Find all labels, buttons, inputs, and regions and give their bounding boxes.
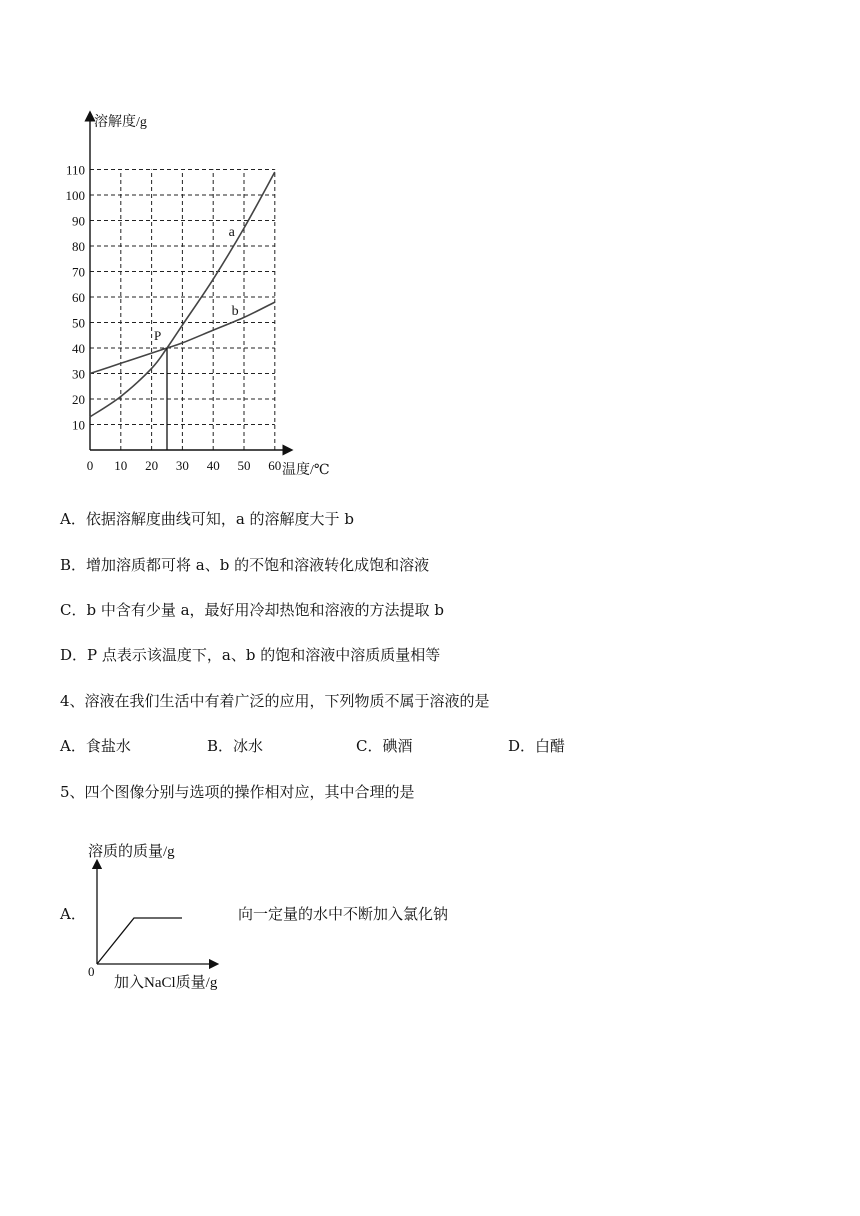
chart-grid bbox=[90, 170, 275, 451]
y-tick-label: 70 bbox=[72, 264, 85, 280]
q4-stem: 4、溶液在我们生活中有着广泛的应用，下列物质不属于溶液的是 bbox=[60, 692, 490, 710]
y-tick-label: 10 bbox=[72, 417, 85, 433]
q3-option-a: A．依据溶解度曲线可知，a 的溶解度大于 b bbox=[60, 510, 354, 528]
q4-option-b: B．冰水 bbox=[207, 737, 264, 755]
y-tick-label: 50 bbox=[72, 315, 85, 331]
q5-stem: 5、四个图像分别与选项的操作相对应，其中合理的是 bbox=[60, 783, 415, 801]
x-tick-label: 20 bbox=[145, 458, 159, 473]
series-a-label: a bbox=[228, 224, 235, 240]
x-tick-label: 40 bbox=[206, 458, 220, 473]
q4-option-a: A．食盐水 bbox=[60, 737, 131, 755]
small-graph-origin: 0 bbox=[88, 964, 95, 979]
q3-option-d: D．P 点表示该温度下，a、b 的饱和溶液中溶质质量相等 bbox=[60, 646, 441, 664]
y-tick-label: 20 bbox=[72, 392, 85, 407]
q3-option-c: C．b 中含有少量 a，最好用冷却热饱和溶液的方法提取 b bbox=[60, 601, 444, 619]
small-graph-curve bbox=[97, 918, 182, 964]
solubility-chart bbox=[60, 108, 360, 480]
y-axis-label: 溶解度/g bbox=[94, 115, 147, 130]
x-axis-label: 温度/℃ bbox=[282, 463, 330, 478]
y-tick-label: 30 bbox=[72, 366, 85, 382]
small-graph-xlabel: 加入NaCl质量/g bbox=[114, 975, 218, 991]
x-tick-label: 60 bbox=[268, 458, 282, 473]
q4-option-c: C．碘酒 bbox=[356, 737, 413, 755]
q4-option-d: D．白醋 bbox=[508, 737, 566, 755]
q5-option-a-text: 向一定量的水中不断加入氯化钠 bbox=[238, 905, 449, 923]
y-tick-label: 80 bbox=[72, 239, 85, 254]
q3-option-b: B．增加溶质都可将 a、b 的不饱和溶液转化成饱和溶液 bbox=[60, 556, 430, 574]
x-tick-label: 0 bbox=[86, 458, 94, 473]
y-tick-label: 100 bbox=[65, 188, 85, 203]
y-tick-label: 40 bbox=[72, 341, 85, 356]
x-tick-label: 10 bbox=[114, 458, 128, 473]
series-b-label: b bbox=[231, 303, 239, 319]
point-p-label: P bbox=[154, 328, 162, 343]
nacl-mass-graph bbox=[84, 836, 254, 996]
y-tick-label: 110 bbox=[65, 162, 85, 178]
x-tick-label: 30 bbox=[175, 458, 189, 473]
small-graph-ylabel: 溶质的质量/g bbox=[88, 844, 175, 860]
y-tick-label: 90 bbox=[72, 213, 85, 229]
q5-option-a-letter: A． bbox=[60, 905, 86, 923]
y-tick-label: 60 bbox=[72, 290, 85, 305]
x-tick-label: 50 bbox=[237, 458, 251, 473]
